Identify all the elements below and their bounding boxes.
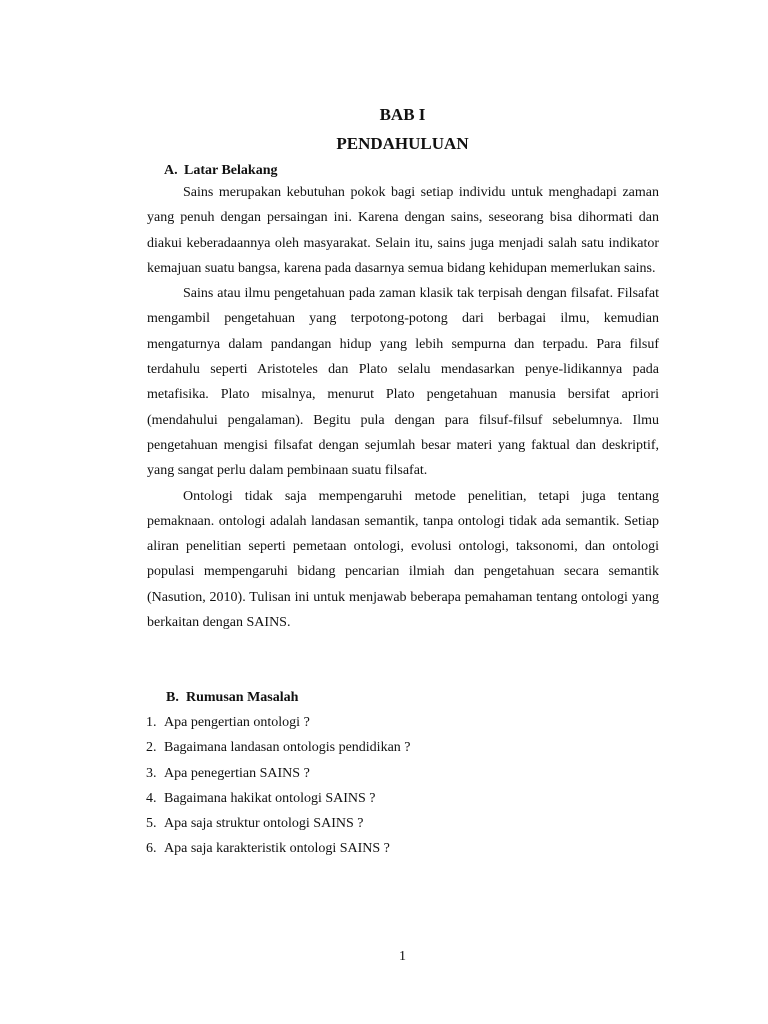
list-item (146, 836, 411, 861)
list-item (146, 761, 411, 786)
paragraph: Ontologi tidak saja mempengaruhi metode penelitian, tetapi juga tentang pemaknaan. ontologi adalah landasan semantik, tanpa ontologi tidak ada semantik. Setiap aliran penelitian seperti pemetaan ontologi, evolusi ontologi, taksonomi, dan ontologi populasi mempengaruhi bidang pencarian ilmiah dan pengetahuan secara semantik (Nasution, 2010). Tulisan ini untuk menjawab beberapa pemahaman tentang ontologi yang berkaitan dengan SAINS. (147, 488, 659, 631)
list-number: 3. (146, 765, 157, 781)
list-item (146, 811, 411, 836)
list-item-text: Apa penegertian SAINS ? (164, 765, 310, 781)
section-body-latar-belakang (147, 180, 659, 635)
question-list (146, 710, 411, 862)
chapter-number: BAB I (379, 105, 426, 124)
list-item (146, 786, 411, 811)
page-number: 1 (399, 949, 406, 964)
section-heading-latar-belakang (164, 161, 277, 181)
list-number: 6. (146, 841, 157, 857)
list-item-text: Apa saja struktur ontologi SAINS ? (164, 816, 364, 832)
list-number: 1. (146, 715, 157, 730)
section-letter: B. (166, 690, 179, 705)
paragraph: Sains merupakan kebutuhan pokok bagi setiap individu untuk menghadapi zaman yang penuh dengan persaingan ini. Karena dengan sains, seseorang bisa dihormati dan diakui keberadaannya oleh masyarakat. Selain itu, sains juga menjadi salah satu indikator kemajuan suatu bangsa, karena pada dasarnya semua bidang kehidupan memerlukan sains. (147, 185, 659, 276)
section-letter: A. (164, 163, 178, 178)
list-item-text: Bagaimana hakikat ontologi SAINS ? (164, 790, 376, 806)
section-heading-rumusan-masalah (166, 688, 298, 708)
list-number: 4. (146, 790, 157, 806)
section-title: Rumusan Masalah (186, 690, 299, 705)
list-item-text: Apa saja karakteristik ontologi SAINS ? (164, 841, 390, 857)
list-item-text: Bagaimana landasan ontologis pendidikan ? (164, 740, 411, 756)
paragraph: Sains atau ilmu pengetahuan pada zaman klasik tak terpisah dengan filsafat. Filsafat mengambil pengetahuan yang terpotong-potong dari berbagai ilmu, kemudian mengaturnya dalam pandangan hidup yang lebih sempurna dan terpadu. Para filsuf terdahulu seperti Aristoteles dan Plato selalu mendasarkan penye-lidikannya pada metafisika. Plato misalnya, menurut Plato pengetahuan manusia bersifat apriori (mendahului pengalaman). Begitu pula dengan para filsuf-filsuf sebelumnya. Ilmu pengetahuan mengisi filsafat dengan sejumlah besar materi yang faktual dan deskriptif, yang sangat perlu dalam pembinaan suatu filsafat. (147, 286, 659, 479)
list-item (146, 735, 411, 760)
list-number: 2. (146, 740, 157, 756)
section-title: Latar Belakang (184, 163, 278, 178)
list-item-text: Apa pengertian ontologi ? (164, 715, 310, 730)
list-number: 5. (146, 816, 157, 832)
chapter-title: PENDAHULUAN (336, 134, 469, 153)
list-item (146, 710, 411, 735)
